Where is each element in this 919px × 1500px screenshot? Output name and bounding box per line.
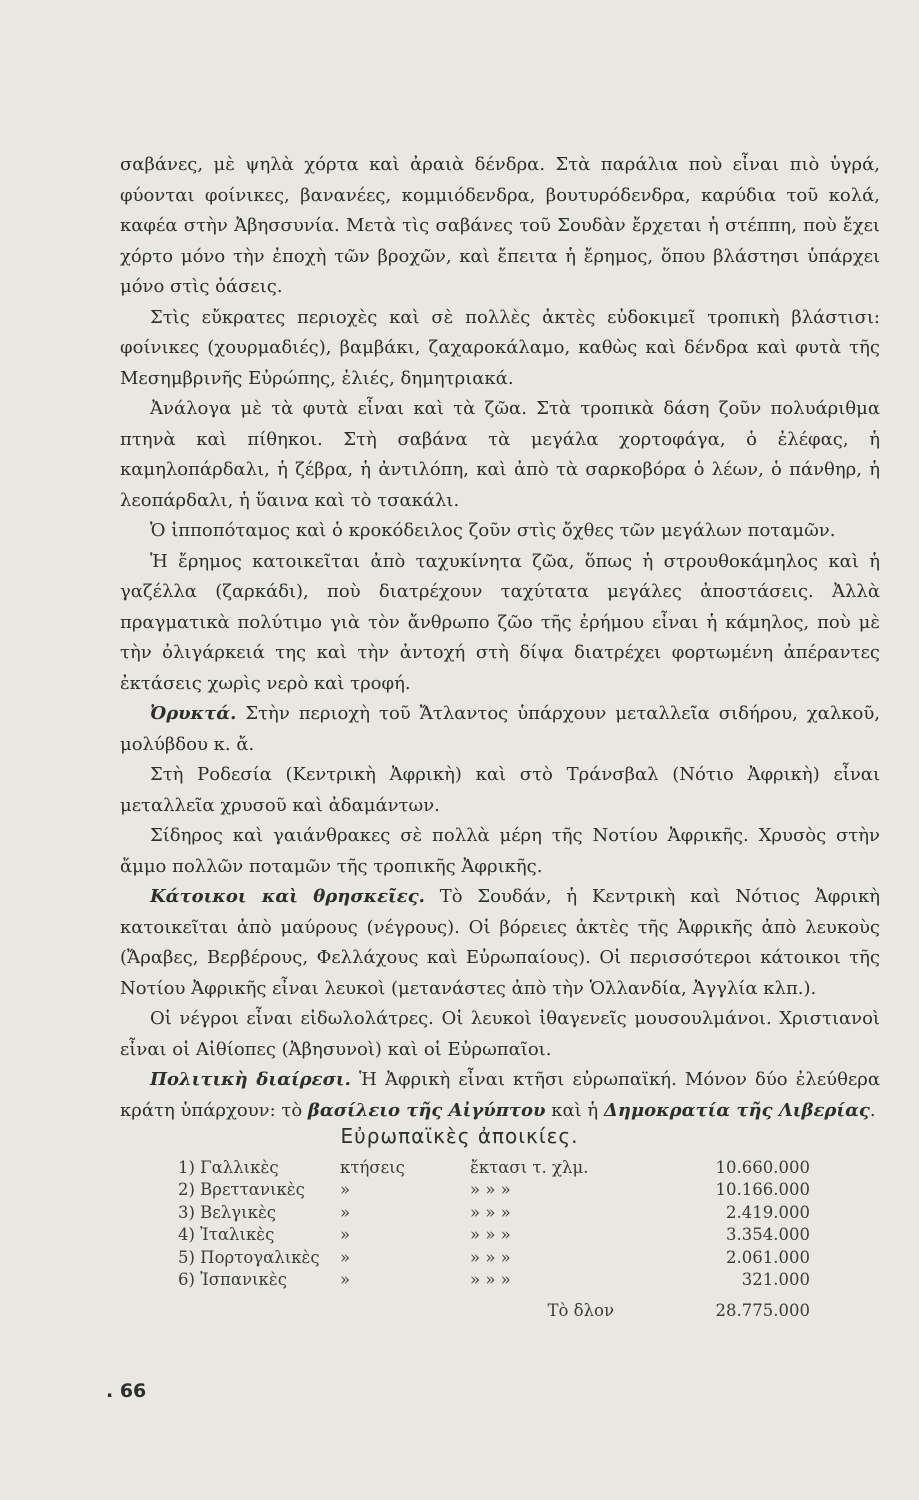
colony-area-value: 2.419.000 bbox=[726, 1202, 810, 1222]
paragraph-religions: Οἱ νέγροι εἶναι εἰδωλολάτρες. Οἱ λευκοὶ ἰθαγενεῖς μουσουλμάνοι. Χριστιανοὶ εἶναι οἱ Αἰθίοπες (Ἀβησυνοὶ) καὶ οἱ Εὐρωπαῖοι. bbox=[120, 1008, 880, 1060]
body-text bbox=[120, 150, 880, 1126]
political-heading: Πολιτικὴ διαίρεσι. bbox=[150, 1069, 351, 1090]
colony-kind: κτήσεις bbox=[340, 1157, 405, 1177]
colony-row bbox=[178, 1179, 810, 1202]
paragraph-inhabitants bbox=[120, 882, 880, 1004]
page-number: . 66 bbox=[106, 1380, 147, 1402]
political-text-1: Ἡ Ἀφρικὴ εἶναι κτῆσι εὐρωπαϊκή. Μόνον δύο ἐλεύθερα κράτη ὑπάρχουν: τὸ bbox=[120, 1069, 881, 1121]
colony-kind: » bbox=[340, 1270, 351, 1290]
colony-kind: » bbox=[340, 1225, 351, 1245]
colony-row bbox=[178, 1269, 810, 1292]
colony-area-value: 10.166.000 bbox=[715, 1180, 810, 1200]
colony-kind: » bbox=[340, 1247, 351, 1267]
state-liberia: Δημοκρατία τῆς Λιβερίας bbox=[603, 1099, 870, 1121]
colony-label: 4) Ἰταλικὲς bbox=[178, 1225, 275, 1245]
political-text-3: . bbox=[869, 1099, 876, 1121]
colony-row bbox=[178, 1156, 810, 1179]
colony-area: » » » bbox=[470, 1225, 511, 1245]
colonies-table bbox=[178, 1156, 810, 1322]
colony-label: 1) Γαλλικὲς bbox=[178, 1157, 279, 1177]
paragraph-minerals-gold: Στὴ Ροδεσία (Κεντρικὴ Ἀφρικὴ) καὶ στὸ Τράνσβαλ (Νότιο Ἀφρικὴ) εἶναι μεταλλεῖα χρυσοῦ καὶ ἀδαμάντων. bbox=[120, 764, 880, 816]
colony-label: 5) Πορτογαλικὲς bbox=[178, 1247, 320, 1267]
colony-kind: » bbox=[340, 1202, 351, 1222]
paragraph-animals: Ἀνάλογα μὲ τὰ φυτὰ εἶναι καὶ τὰ ζῶα. Στὰ τροπικὰ δάση ζοῦν πολυάριθμα πτηνὰ καὶ πίθηκοι. Στὴ σαβάνα τὰ μεγάλα χορτοφάγα, ὁ ἐλέφας, ἡ καμηλοπάρδαλι, ἡ ζέβρα, ἡ ἀντιλόπη, καὶ ἀπὸ τὰ σαρκοβόρα ὁ λέων, ὁ πάνθηρ, ἡ λεοπάρδαλι, ἡ ὕαινα καὶ τὸ τσακάλι. bbox=[120, 398, 880, 511]
colonies-rows bbox=[178, 1156, 810, 1322]
colony-label: 2) Βρεττανικὲς bbox=[178, 1180, 305, 1200]
colony-row bbox=[178, 1246, 810, 1269]
minerals-heading: Ὀρυκτά. bbox=[150, 703, 237, 724]
minerals-text: Στὴν περιοχὴ τοῦ Ἄτλαντος ὑπάρχουν μεταλλεῖα σιδήρου, χαλκοῦ, μολύβδου κ. ἄ. bbox=[120, 703, 880, 755]
state-egypt: βασίλειο τῆς Αἰγύπτου bbox=[307, 1099, 546, 1121]
paragraph-minerals bbox=[120, 699, 880, 760]
colony-area: » » » bbox=[470, 1202, 511, 1222]
colony-label: 6) Ἰσπανικὲς bbox=[178, 1270, 287, 1290]
colonies-title: Εὐρωπαϊκὲς ἀποικίες. bbox=[340, 1124, 579, 1148]
colony-area: » » » bbox=[470, 1247, 511, 1267]
colony-area: » » » bbox=[470, 1180, 511, 1200]
paragraph-desert: Ἡ ἔρημος κατοικεῖται ἀπὸ ταχυκίνητα ζῶα, ὅπως ἡ στρουθοκάμηλος καὶ ἡ γαζέλλα (ζαρκάδι), ποὺ διατρέχουν ταχύτατα μεγάλες ἀποστάσεις. Ἀλλὰ πραγματικὰ πολύτιμο γιὰ τὸν ἄνθρωπο ζῶο τῆς ἐρήμου εἶναι ἡ κάμηλος, ποὺ μὲ τὴν ὀλιγάρκειά της καὶ τὴν ἀντοχή στὴ δίψα διατρέχει φορτωμένη ἀπέραντες ἐκτάσεις χωρὶς νερὸ καὶ τροφή. bbox=[120, 550, 880, 694]
colony-area-value: 10.660.000 bbox=[715, 1157, 810, 1177]
total-label: Τὸ δλον bbox=[547, 1300, 614, 1320]
colony-kind: » bbox=[340, 1180, 351, 1200]
paragraph-river-animals: Ὁ ἱπποπόταμος καὶ ὁ κροκόδειλος ζοῦν στὶς ὄχθες τῶν μεγάλων ποταμῶν. bbox=[150, 520, 836, 541]
total-value: 28.775.000 bbox=[715, 1300, 810, 1320]
colony-area-value: 321.000 bbox=[741, 1270, 810, 1290]
paragraph-minerals-iron: Σίδηρος καὶ γαιάνθρακες σὲ πολλὰ μέρη τῆς Νοτίου Ἀφρικῆς. Χρυσὸς στὴν ἄμμο πολλῶν ποταμῶν τῆς τροπικῆς Ἀφρικῆς. bbox=[120, 825, 880, 877]
political-text-2: καὶ ἡ bbox=[545, 1099, 604, 1121]
colony-area-value: 3.354.000 bbox=[726, 1225, 810, 1245]
paragraph-savannas: σαβάνες, μὲ ψηλὰ χόρτα καὶ ἀραιὰ δένδρα. Στὰ παράλια ποὺ εἶναι πιὸ ὑγρά, φύονται φοίνικες, βανανέες, κομμιόδενδρα, βουτυρόδενδρα, καρύδια τοῦ κολά, καφέα στὴν Ἀβησσυνία. Μετὰ τὶς σαβάνες τοῦ Σουδὰν ἔρχεται ἡ στέππη, ποὺ ἔχει χόρτο μόνο τὴν ἐποχὴ τῶν βροχῶν, καὶ ἔπειτα ἡ ἔρημος, ὅπου βλάστησι ὑπάρχει μόνο στὶς ὀάσεις. bbox=[120, 154, 880, 297]
colony-area-value: 2.061.000 bbox=[726, 1247, 810, 1267]
paragraph-political bbox=[120, 1065, 880, 1126]
spacer bbox=[340, 1291, 470, 1322]
colony-area: ἔκτασι τ. χλμ. bbox=[470, 1157, 589, 1177]
inhabitants-heading: Κάτοικοι καὶ θρησκεῖες. bbox=[150, 886, 425, 907]
colony-label: 3) Βελγικὲς bbox=[178, 1202, 277, 1222]
paragraph-vegetation: Στὶς εὔκρατες περιοχὲς καὶ σὲ πολλὲς ἀκτὲς εὐδοκιμεῖ τροπικὴ βλάστισι: φοίνικες (χουρμαδιές), βαμβάκι, ζαχαροκάλαμο, καθὼς καὶ δένδρα καὶ φυτὰ τῆς Μεσημβρινῆς Εὐρώπης, ἐλιές, δημητριακά. bbox=[120, 306, 880, 389]
colony-total-row bbox=[178, 1291, 810, 1322]
spacer bbox=[178, 1291, 340, 1322]
colony-row bbox=[178, 1201, 810, 1224]
colony-row bbox=[178, 1224, 810, 1247]
colony-area: » » » bbox=[470, 1270, 511, 1290]
inhabitants-text: Τὸ Σουδάν, ἡ Κεντρικὴ καὶ Νότιος Ἀφρικὴ κατοικεῖται ἀπὸ μαύρους (νέγρους). Οἱ βόρειες ἀκτὲς τῆς Ἀφρικῆς ἀπὸ λευκοὺς (Ἄραβες, Βερβέρους, Φελλάχους καὶ Εὐρωπαίους). Οἱ περισσότεροι κάτοικοι τῆς Νοτίου Ἀφρικῆς εἶναι λευκοὶ (μετανάστες ἀπὸ τὴν Ὁλλανδία, Ἀγγλία κλπ.). bbox=[120, 886, 880, 999]
